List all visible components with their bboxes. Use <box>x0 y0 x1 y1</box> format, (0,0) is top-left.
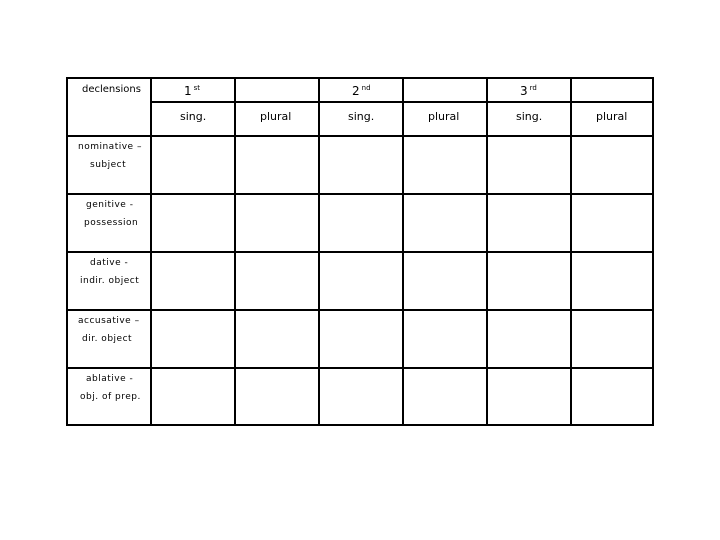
column-header-plural: plural <box>260 110 292 123</box>
answer-cell[interactable] <box>236 311 318 367</box>
answer-cell[interactable] <box>152 253 234 309</box>
column-header-sing: sing. <box>348 110 375 123</box>
answer-cell[interactable] <box>572 137 654 193</box>
answer-cell[interactable] <box>320 369 402 425</box>
declension-header-1st <box>184 85 200 97</box>
answer-cell[interactable] <box>572 311 654 367</box>
row-sublabel-subject: subject <box>90 160 127 170</box>
row-sublabel-direct-object: dir. object <box>82 334 133 344</box>
column-header-plural: plural <box>428 110 460 123</box>
answer-cell[interactable] <box>152 311 234 367</box>
row-sublabel-indirect-object: indir. object <box>80 276 140 286</box>
ordinal-suffix: rd <box>529 84 537 92</box>
declension-header-2nd <box>352 85 371 97</box>
answer-cell[interactable] <box>404 253 486 309</box>
answer-cell[interactable] <box>236 137 318 193</box>
declension-number: 2 <box>352 84 360 98</box>
answer-cell[interactable] <box>152 195 234 251</box>
row-label-dative: dative - <box>90 258 129 268</box>
answer-cell[interactable] <box>488 195 570 251</box>
declension-number: 3 <box>520 84 528 98</box>
answer-cell[interactable] <box>320 311 402 367</box>
row-label-genitive: genitive - <box>86 200 134 210</box>
row-label-accusative: accusative – <box>78 316 140 326</box>
answer-cell[interactable] <box>404 137 486 193</box>
declension-header-3rd <box>520 85 537 97</box>
answer-cell[interactable] <box>236 369 318 425</box>
answer-cell[interactable] <box>488 253 570 309</box>
answer-cell[interactable] <box>572 369 654 425</box>
ordinal-suffix: st <box>193 84 201 92</box>
answer-cell[interactable] <box>152 369 234 425</box>
column-header-sing: sing. <box>180 110 207 123</box>
answer-cell[interactable] <box>488 369 570 425</box>
answer-cell[interactable] <box>236 195 318 251</box>
answer-cell[interactable] <box>404 369 486 425</box>
answer-cell[interactable] <box>572 195 654 251</box>
column-header-plural: plural <box>596 110 628 123</box>
row-label-ablative: ablative - <box>86 374 134 384</box>
answer-cell[interactable] <box>152 137 234 193</box>
declensions-label: declensions <box>82 84 141 95</box>
answer-cell[interactable] <box>404 195 486 251</box>
answer-cell[interactable] <box>488 311 570 367</box>
declension-table <box>66 77 654 426</box>
column-header-sing: sing. <box>516 110 543 123</box>
answer-cell[interactable] <box>572 253 654 309</box>
answer-cell[interactable] <box>236 253 318 309</box>
answer-cell[interactable] <box>404 311 486 367</box>
header-divider <box>150 101 652 103</box>
declension-number: 1 <box>184 84 192 98</box>
answer-cell[interactable] <box>320 137 402 193</box>
answer-cell[interactable] <box>488 137 570 193</box>
row-sublabel-possession: possession <box>84 218 139 228</box>
ordinal-suffix: nd <box>361 84 371 92</box>
answer-cell[interactable] <box>320 253 402 309</box>
row-sublabel-object-of-preposition: obj. of prep. <box>80 392 141 402</box>
row-label-nominative: nominative – <box>78 142 142 152</box>
answer-cell[interactable] <box>320 195 402 251</box>
